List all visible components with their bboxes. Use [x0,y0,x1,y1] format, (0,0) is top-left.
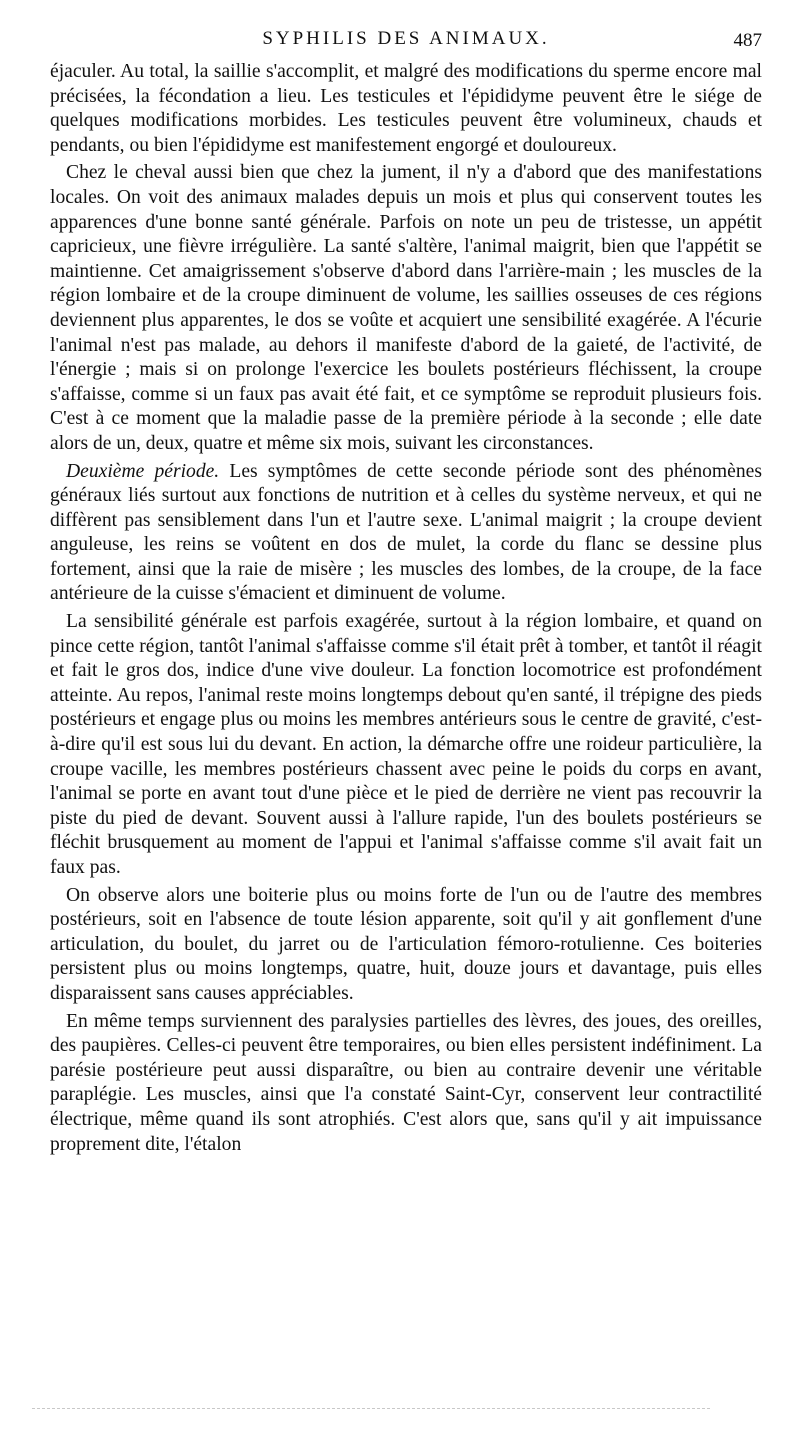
paragraph [50,1010,762,1158]
paragraph-text: Les symptômes de cette seconde période sont des phénomènes généraux liés surtout aux fonctions de nutrition et à celles du système nerveux, et qui ne diffèrent pas sensiblement dans l'un et l'autre sexe. L'animal maigrit ; la croupe devient anguleuse, les reins se voûtent en dos de mulet, la corde du flanc se dessine plus fortement, ainsi que la raie de misère ; les muscles des lombes, de la croupe, de la face antérieure de la cuisse s'émacient et diminuent de volume. [50,460,762,605]
section-lead: Deuxième période. [66,460,220,482]
paragraph-text: éjaculer. Au total, la saillie s'accomplit, et malgré des modifications du sperme encore mal précisées, la fécondation a lieu. Les testicules et l'épididyme peuvent être le siége de quelques modifications morbides. Les testicules peuvent être volumineux, chauds et pendants, ou bien l'épididyme est manifestement engorgé et douloureux. [50,61,762,156]
paragraph-text: On observe alors une boiterie plus ou moins forte de l'un ou de l'autre des membres postérieurs, soit en l'absence de toute lésion apparente, soit qu'il y ait gonflement d'une articulation, du boulet, du jarret ou de l'articulation fémoro-rotulienne. Ces boiteries persistent plus ou moins longtemps, quatre, huit, douze jours et davantage, puis elles disparaissent sans causes appréciables. [50,884,762,1004]
page-header [50,28,762,60]
paragraph-text: La sensibilité générale est parfois exagérée, surtout à la région lombaire, et quand on pince cette région, tantôt l'animal s'affaisse comme s'il était prêt à tomber, et tantôt il réagit et fait le gros dos, indice d'une vive douleur. La fonction locomotrice est profondément atteinte. Au repos, l'animal reste moins longtemps debout qu'en santé, il trépigne des pieds postérieurs et engage plus ou moins les membres antérieurs sous le centre de gravité, c'est-à-dire qu'il est sous lui du devant. En action, la démarche offre une roideur particulière, la croupe vacille, les membres postérieurs chassent avec peine le poids du corps en avant, l'animal se porte en avant tout d'une pièce et le pied de derrière ne vient pas recouvrir la piste du pied de devant. Souvent aussi à l'allure rapide, l'un des boulets postérieurs se fléchit brusquement au moment de l'appui et l'animal s'affaisse comme s'il avait fait un faux pas. [50,611,762,878]
footer-rule [32,1408,710,1409]
page-number: 487 [733,30,762,51]
paragraph [50,610,762,881]
running-title: SYPHILIS DES ANIMAUX. [262,28,550,49]
paragraph-text: En même temps surviennent des paralysies partielles des lèvres, des joues, des oreilles, des paupières. Celles-ci peuvent être temporaires, ou bien elles persistent indéfiniment. La parésie postérieure peut aussi disparaître, ou bien au contraire devenir une véritable paraplégie. Les muscles, ainsi que l'a constaté Saint-Cyr, conservent leur contractilité électrique, même quand ils sont atrophiés. C'est alors que, sans qu'il y ait impuissance proprement dite, l'étalon [50,1010,762,1155]
paragraph [50,884,762,1007]
paragraph [50,460,762,608]
page-body [50,60,762,1157]
paragraph [50,161,762,456]
paragraph-text: Chez le cheval aussi bien que chez la jument, il n'y a d'abord que des manifestations locales. On voit des animaux malades depuis un mois et plus qui conservent toutes les apparences d'une bonne santé générale. Parfois on note un peu de tristesse, un appétit capricieux, une fièvre irrégulière. La santé s'altère, l'animal maigrit, bien que l'appétit se maintienne. Cet amaigrissement s'observe d'abord dans l'arrière-main ; les muscles de la région lombaire et de la croupe diminuent de volume, les saillies osseuses de ces régions deviennent plus apparentes, le dos se voûte et acquiert une sensibilité exagérée. A l'écurie l'animal n'est pas malade, au dehors il manifeste d'abord de la gaieté, de l'activité, de l'énergie ; mais si on prolonge l'exercice les boulets postérieurs fléchissent, la croupe s'affaisse, comme si un faux pas avait été fait, et ce symptôme se reproduit plusieurs fois. C'est à ce moment que la maladie passe de la première période à la seconde ; elle date alors de un, deux, quatre et même six mois, suivant les circonstances. [50,162,762,454]
book-page [50,28,762,1157]
paragraph [50,60,762,158]
